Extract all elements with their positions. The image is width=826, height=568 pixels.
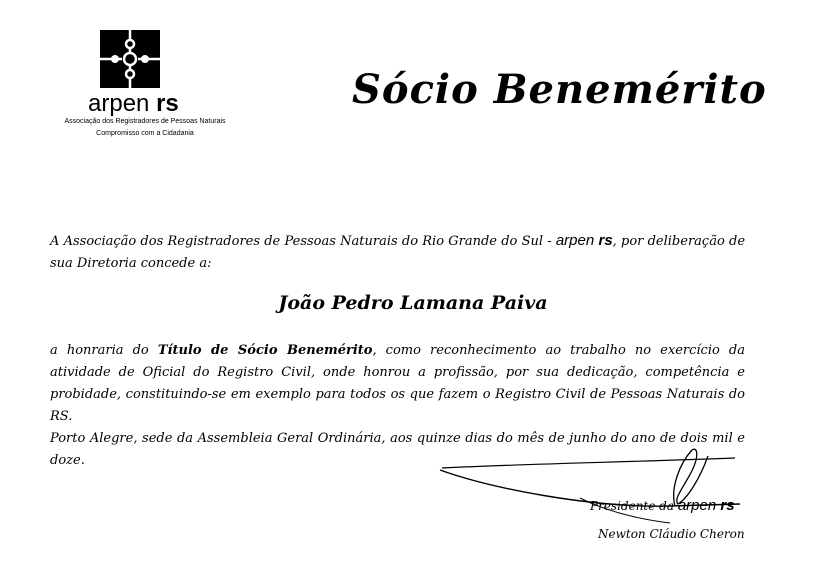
intro-brand: arpen rs (555, 232, 613, 249)
certificate-title: Sócio Benemérito (352, 66, 767, 113)
logo-wordmark: arpen rs (88, 90, 179, 117)
honor-paragraph: a honraria do Título de Sócio Benemérito, como reconhecimento ao trabalho no exercício da atividade de Oficial do Registro Civil, onde honrou a profissão, por sua dedicação, competência e probidade, constituindo-se em exemplo para todos os que fazem o Registro Civil de Pessoas Naturais do RS. (50, 343, 745, 424)
intro-text: A Associação dos Registradores de Pessoas Naturais do Rio Grande do Sul - (50, 234, 556, 249)
signer-name: Newton Cláudio Cheron (598, 527, 745, 541)
logo-subtitle: Associação dos Registradores de Pessoas Naturais (64, 118, 226, 125)
intro-after: , por deliberação de sua Diretoria concede a: (50, 234, 746, 271)
intro-paragraph (50, 230, 745, 275)
puzzle-icon (100, 30, 160, 88)
honor-title: Título de Sócio Benemérito (157, 343, 373, 358)
logo-tagline: Compromisso com a Cidadania (96, 130, 194, 137)
signer-brand: arpen rs (677, 497, 735, 514)
honoree-name: João Pedro Lamana Paiva (278, 292, 548, 314)
closing-paragraph: Porto Alegre, sede da Assembleia Geral Ordinária, aos quinze dias do mês de junho do ano de dois mil e doze. (50, 431, 745, 468)
signer-role: Presidente da arpen rs (590, 497, 735, 514)
